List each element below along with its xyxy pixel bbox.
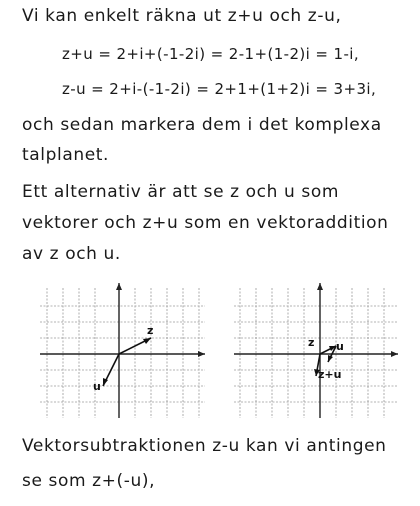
label-sum-right: z+u xyxy=(318,368,342,381)
text-line-4: Ett alternativ är att se z och u som xyxy=(22,182,340,202)
figure-left xyxy=(35,278,210,428)
x-axis-arrow-left xyxy=(198,351,205,357)
y-axis-arrow-left xyxy=(116,283,122,290)
grid-right xyxy=(234,288,398,418)
x-axis-arrow-right xyxy=(391,351,398,357)
text-line-2: och sedan markera dem i det komplexa xyxy=(22,115,382,135)
text-line-3: talplanet. xyxy=(22,145,110,165)
figure-right xyxy=(232,278,402,428)
text-line-1: Vi kan enkelt räkna ut z+u och z-u, xyxy=(22,6,342,26)
text-line-6: av z och u. xyxy=(22,244,121,264)
text-line-7: Vektorsubtraktionen z-u kan vi antingen xyxy=(22,436,387,456)
text-line-8: se som z+(-u), xyxy=(22,471,156,491)
text-line-5: vektorer och z+u som en vektoraddition xyxy=(22,213,389,233)
label-u-left: u xyxy=(93,380,101,393)
label-z-left: z xyxy=(147,324,154,337)
label-u-right: u xyxy=(336,340,344,353)
equation-difference: z-u = 2+i-(-1-2i) = 2+1+(1+2)i = 3+3i, xyxy=(62,80,377,98)
equation-sum: z+u = 2+i+(-1-2i) = 2-1+(1-2)i = 1-i, xyxy=(62,45,360,63)
vector-u-arrowhead-right xyxy=(328,355,333,362)
label-z-right: z xyxy=(308,336,315,349)
y-axis-arrow-right xyxy=(317,283,323,290)
